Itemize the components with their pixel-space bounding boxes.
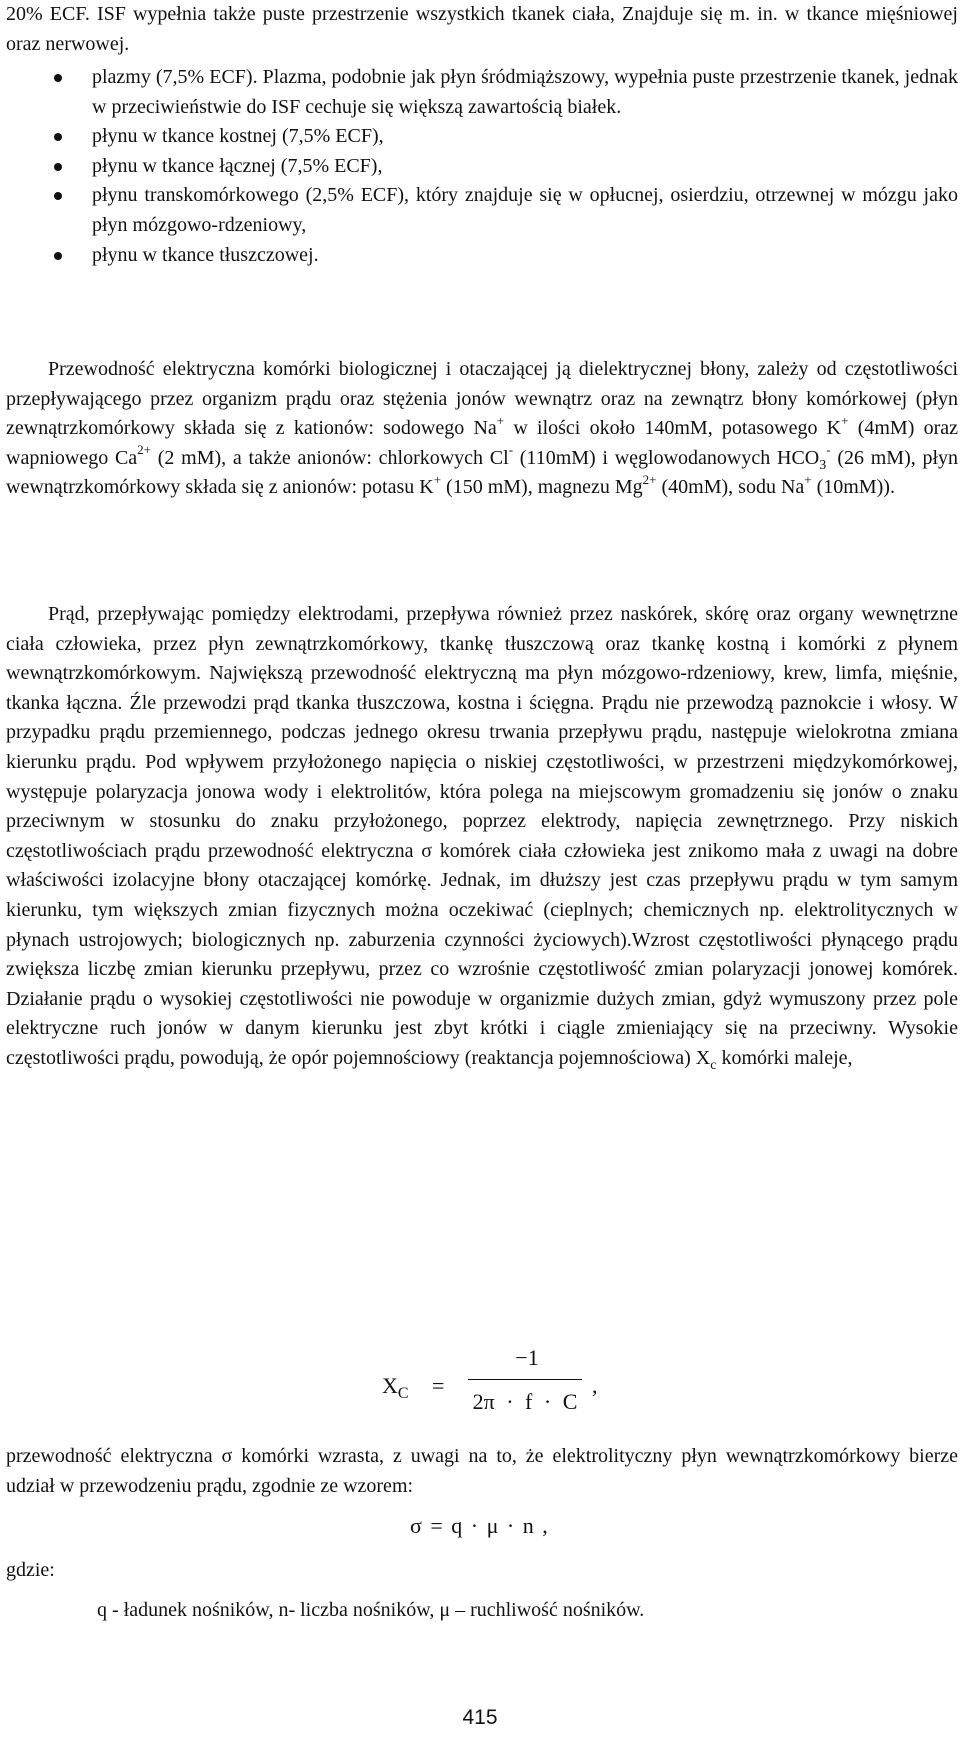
fluid-bullet-list — [92, 63, 958, 270]
conductivity-formula: σ = q · μ · n , — [410, 1513, 548, 1538]
fraction-bar — [468, 1379, 582, 1380]
list-item: płynu w tkance łącznej (7,5% ECF), — [92, 152, 958, 182]
bullet-icon — [54, 163, 62, 171]
intro-continuation — [6, 0, 958, 59]
formula-legend: q - ładunek nośników, n- liczba nośników, μ – ruchliwość nośników. — [97, 1599, 645, 1621]
bullet-icon — [54, 192, 62, 200]
formula-equals: = — [432, 1373, 445, 1398]
list-item: płynu transkomórkowego (2,5% ECF), który znajduje się w opłucnej, osierdziu, otrzewnej w mózgu jako płyn mózgowo-rdzeniowy, — [92, 181, 958, 240]
intro-text: 20% ECF. ISF wypełnia także puste przestrzenie wszystkich tkanek ciała, Znajduje się m. in. w tkance mięśniowej oraz nerwowej. — [6, 3, 958, 55]
list-item: plazmy (7,5% ECF). Plazma, podobnie jak płyn śródmiąższowy, wypełnia puste przestrzenie tkanek, jednak w przeciwieństwie do ISF cechuje się większą zawartością białek. — [92, 63, 958, 122]
where-label: gdzie: — [6, 1559, 55, 1581]
paragraph-current-flow: Prąd, przepływając pomiędzy elektrodami, przepływa również przez naskórek, skórę oraz organy wewnętrzne ciała człowieka, przez płyn zewnątrzkomórkowy, tkankę tłuszczową oraz tkankę kostną i komórki z płynem wewnątrzkomórkowym. Największą przewodność elektryczną ma płyn mózgowo-rdzeniowy, krew, limfa, mięśnie, tkanka łączna. Źle przewodzi prąd tkanka tłuszczowa, kostna i ścięgna. Prądu nie przewodzą paznokcie i włosy. W przypadku prądu przemiennego, podczas jednego okresu trwania przepływu prądu, następuje wielokrotna zmiana kierunku prądu. Pod wpływem przyłożonego napięcia o niskiej częstotliwości, w przestrzeni międzykomórkowej, występuje polaryzacja jonowa wody i elektrolitów, która polega na miejscowym gromadzeniu się jonów o znaku przeciwnym w stosunku do znaku przyłożonego, poprzez elektrody, napięcia zewnętrznego. Przy niskich częstotliwościach prądu przewodność elektryczna σ komórek ciała człowieka jest znikomo mała z uwagi na dobre właściwości izolacyjne błony otaczającej komórkę. Jednak, im dłuższy jest czas przepływu prądu w tym samym kierunku, tym większych zmian fizycznych można oczekiwać (cieplnych; chemicznych np. elektrolitycznych w płynach ustrojowych; biologicznych np. zaburzenia czynności życiowych).Wzrost częstotliwości płynącego prądu zwiększa liczbę zmian kierunku przepływu, przez co wzrośnie częstotliwość zmian polaryzacji jonowej komórek. Działanie prądu o wysokiej częstotliwości nie powoduje w organizmie dużych zmian, gdyż wymuszony przez pole elektryczne ruch jonów w danym kierunku jest zbyt krótki i ciągle zmieniający się na przeciwny. Wysokie częstotliwości prądu, powodują, że opór pojemnościowy (reaktancja pojemnościowa) $X_c$ komórki maleje, — [6, 603, 958, 1073]
bullet-icon — [54, 133, 62, 141]
bullet-icon — [54, 252, 62, 260]
formula-denominator: 2π · f · C — [472, 1389, 578, 1414]
formula-lhs: $X_C$ — [382, 1373, 409, 1402]
paragraph-conductivity-ions: Przewodność elektryczna komórki biologicznej i otaczającej ją dielektrycznej błony, zależy od częstotliwości przepływającego przez organizm prądu oraz stężenia jonów wewnątrz oraz na zewnątrz błony komórkowej (płyn zewnątrzkomórkowy składa się z kationów: sodowego Na+ w ilości około 140mM, potasowego K+ (4mM) oraz wapniowego $Ca^{2+}$ (2 mM), a także anionów: chlorkowych Cl- (110mM) i węglowodanowych $HCO_3^-$ (26 mM), płyn wewnątrzkomórkowy składa się z anionów: potasu K+ (150 mM), magnezu $Mg^{2+}$ (40mM), sodu Na+ (10mM)). — [6, 358, 959, 499]
formula-comma: , — [592, 1373, 598, 1398]
reactance-formula — [382, 1345, 602, 1425]
list-item: płynu w tkance tłuszczowej. — [92, 241, 958, 271]
paragraph-conductivity-increase: przewodność elektryczna σ komórki wzrasta, z uwagi na to, że elektrolityczny płyn wewnątrzkomórkowy bierze udział w przewodzeniu prądu, zgodnie ze wzorem: — [6, 1445, 958, 1497]
bullet-icon — [54, 74, 62, 82]
page-number: 415 — [462, 1706, 498, 1729]
list-item: płynu w tkance kostnej (7,5% ECF), — [92, 122, 958, 152]
formula-numerator: −1 — [515, 1345, 539, 1370]
